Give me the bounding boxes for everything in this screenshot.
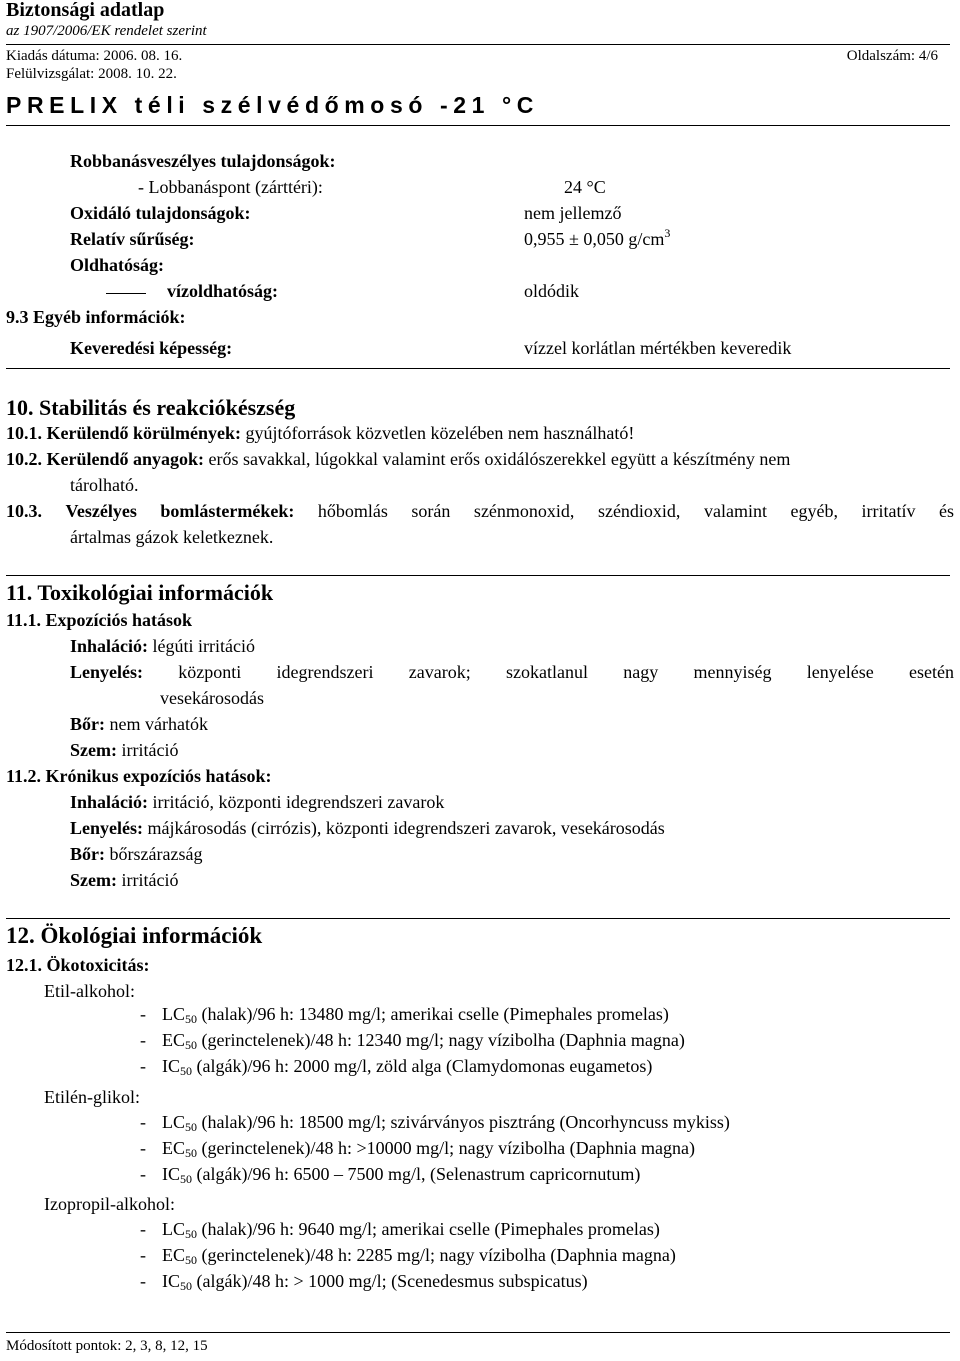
skin-row — [70, 714, 208, 735]
water-solubility-value: oldódik — [524, 281, 580, 301]
modified-points: Módosított pontok: 2, 3, 8, 12, 15 — [6, 1338, 208, 1354]
chronic-inhalation-label: Inhaláció: — [70, 792, 149, 812]
eye-label: Szem: — [70, 740, 117, 760]
toxicity-item — [140, 1112, 730, 1133]
section-10-2 — [6, 449, 790, 470]
chronic-skin-text: bőrszárazság — [109, 844, 203, 864]
toxicity-measure: EC — [162, 1138, 186, 1158]
list-dash: - — [140, 1245, 146, 1265]
section-10-2-number: 10.2. — [6, 449, 42, 469]
toxicity-text: (algák)/96 h: 2000 mg/l, zöld alga (Clamydomonas eugametos) — [192, 1056, 653, 1076]
issue-date: Kiadás dátuma: 2006. 08. 16. — [6, 48, 183, 64]
toxicity-item — [140, 1056, 652, 1077]
section-11-title: 11. Toxikológiai információk — [6, 580, 274, 605]
list-dash: - — [140, 1164, 146, 1184]
ingestion-row — [70, 662, 954, 683]
revision-date: Felülvizsgálat: 2008. 10. 22. — [6, 66, 177, 82]
density-number: 0,955 ± 0,050 g/cm — [524, 229, 665, 249]
list-dash: - — [140, 1030, 146, 1050]
toxicity-subscript: 50 — [185, 1038, 198, 1052]
density-value — [524, 226, 671, 250]
page-number: Oldalszám: 4/6 — [846, 48, 938, 64]
toxicity-measure: LC — [162, 1112, 186, 1132]
list-dash: - — [140, 1138, 146, 1158]
toxicity-item — [140, 1138, 695, 1159]
toxicity-measure: IC — [162, 1271, 180, 1291]
product-name: PRELIX téli szélvédőmosó -21 °C — [6, 92, 540, 118]
chronic-ingestion-row — [70, 818, 665, 839]
toxicity-measure: IC — [162, 1056, 180, 1076]
toxicity-item — [140, 1245, 676, 1266]
section-10-title: 10. Stabilitás és reakciókészség — [6, 395, 296, 420]
substance-name: Izopropil-alkohol: — [44, 1194, 175, 1214]
header-bottom-divider — [6, 125, 950, 126]
water-solubility-label: vízoldhatóság: — [167, 281, 279, 301]
chronic-inhalation-row — [70, 792, 444, 813]
chronic-skin-row — [70, 844, 202, 865]
explosive-label: Robbanásveszélyes tulajdonságok: — [70, 151, 336, 171]
toxicity-measure: IC — [162, 1164, 180, 1184]
toxicity-subscript: 50 — [185, 1227, 198, 1241]
section-10-2-label: Kerülendő anyagok: — [46, 449, 205, 469]
document-title: Biztonsági adatlap — [6, 0, 165, 21]
oxidizing-value: nem jellemző — [524, 203, 622, 223]
section-10-2-text: erős savakkal, lúgokkal valamint erős oxidálószerekkel együtt a készítmény nem — [208, 449, 791, 469]
section-10-2-text-cont: tárolható. — [70, 475, 139, 495]
chronic-inhalation-text: irritáció, központi idegrendszeri zavarok — [152, 792, 445, 812]
oxidizing-label: Oxidáló tulajdonságok: — [70, 203, 251, 223]
inhalation-row — [70, 636, 255, 657]
ingestion-text-cont: vesekárosodás — [160, 688, 264, 708]
toxicity-text: (algák)/48 h: > 1000 mg/l; (Scenedesmus subspicatus) — [192, 1271, 588, 1291]
toxicity-measure: EC — [162, 1245, 186, 1265]
section-divider-10 — [6, 575, 950, 576]
toxicity-text: (gerinctelenek)/48 h: 12340 mg/l; nagy vízibolha (Daphnia magna) — [197, 1030, 685, 1050]
density-unit-exponent: 3 — [664, 226, 671, 240]
list-dash: - — [140, 1219, 146, 1239]
section-11-1-title: 11.1. Expozíciós hatások — [6, 610, 193, 630]
substance-name: Etil-alkohol: — [44, 981, 135, 1001]
inhalation-label: Inhaláció: — [70, 636, 149, 656]
toxicity-subscript: 50 — [185, 1146, 198, 1160]
chronic-ingestion-label: Lenyelés: — [70, 818, 143, 838]
toxicity-subscript: 50 — [180, 1064, 192, 1078]
toxicity-subscript: 50 — [180, 1172, 192, 1186]
toxicity-item — [140, 1164, 640, 1185]
toxicity-subscript: 50 — [185, 1120, 198, 1134]
section-divider-11 — [6, 918, 950, 919]
skin-text: nem várhatók — [109, 714, 208, 734]
section-12-title: 12. Ökológiai információk — [6, 923, 263, 948]
toxicity-text: (halak)/96 h: 9640 mg/l; amerikai cselle (Pimephales promelas) — [197, 1219, 660, 1239]
toxicity-measure: LC — [162, 1219, 186, 1239]
ingestion-text: központi idegrendszeri zavarok; szokatlanul nagy mennyiség lenyelése esetén — [178, 662, 955, 682]
list-dash: - — [140, 1271, 146, 1291]
toxicity-item — [140, 1271, 588, 1292]
section-10-3 — [6, 501, 954, 522]
toxicity-item — [140, 1004, 669, 1025]
toxicity-text: (algák)/96 h: 6500 – 7500 mg/l, (Selenastrum capricornutum) — [192, 1164, 641, 1184]
toxicity-text: (halak)/96 h: 18500 mg/l; szivárványos pisztráng (Oncorhyncuss mykiss) — [197, 1112, 730, 1132]
inhalation-text: légúti irritáció — [152, 636, 255, 656]
section-10-1-number: 10.1. — [6, 423, 42, 443]
section-11-2-title: 11.2. Krónikus expozíciós hatások: — [6, 766, 272, 786]
flash-point-label: - Lobbanáspont (zárttéri): — [138, 177, 323, 197]
toxicity-subscript: 50 — [180, 1279, 192, 1293]
toxicity-measure: EC — [162, 1030, 186, 1050]
solubility-dash — [106, 293, 146, 294]
toxicity-subscript: 50 — [185, 1253, 198, 1267]
list-dash: - — [140, 1004, 146, 1024]
miscibility-value: vízzel korlátlan mértékben keveredik — [524, 338, 792, 358]
toxicity-item — [140, 1030, 685, 1051]
eye-row — [70, 740, 178, 761]
chronic-ingestion-text: májkárosodás (cirrózis), központi idegrendszeri zavarok, vesekárosodás — [147, 818, 665, 838]
section-10-1 — [6, 423, 634, 444]
toxicity-measure: LC — [162, 1004, 186, 1024]
toxicity-text: (halak)/96 h: 13480 mg/l; amerikai cselle (Pimephales promelas) — [197, 1004, 669, 1024]
toxicity-text: (gerinctelenek)/48 h: >10000 mg/l; nagy vízibolha (Daphnia magna) — [197, 1138, 696, 1158]
eye-text: irritáció — [121, 740, 179, 760]
section-12-1-title: 12.1. Ökotoxicitás: — [6, 955, 150, 975]
toxicity-text: (gerinctelenek)/48 h: 2285 mg/l; nagy vízibolha (Daphnia magna) — [197, 1245, 676, 1265]
substance-name: Etilén-glikol: — [44, 1087, 140, 1107]
section-10-1-label: Kerülendő körülmények: — [46, 423, 242, 443]
chronic-eye-text: irritáció — [121, 870, 179, 890]
chronic-eye-row — [70, 870, 178, 891]
section-10-3-text-cont: ártalmas gázok keletkeznek. — [70, 527, 274, 547]
chronic-skin-label: Bőr: — [70, 844, 105, 864]
other-info-heading: 9.3 Egyéb információk: — [6, 307, 186, 327]
header-divider — [6, 44, 950, 45]
document-subtitle: az 1907/2006/EK rendelet szerint — [6, 23, 207, 39]
section-10-1-text: gyújtóforrások közvetlen közelében nem használható! — [245, 423, 635, 443]
chronic-eye-label: Szem: — [70, 870, 117, 890]
ingestion-label: Lenyelés: — [70, 662, 143, 682]
section-10-3-text: hőbomlás során szénmonoxid, széndioxid, valamint egyéb, irritatív és — [317, 501, 954, 521]
list-dash: - — [140, 1056, 146, 1076]
skin-label: Bőr: — [70, 714, 105, 734]
section-10-3-number: 10.3. — [6, 501, 42, 521]
toxicity-item — [140, 1219, 660, 1240]
solubility-label: Oldhatóság: — [70, 255, 165, 275]
flash-point-value: 24 °C — [564, 177, 606, 197]
miscibility-label: Keveredési képesség: — [70, 338, 233, 358]
list-dash: - — [140, 1112, 146, 1132]
toxicity-subscript: 50 — [185, 1012, 198, 1026]
footer-divider — [6, 1332, 950, 1333]
density-label: Relatív sűrűség: — [70, 229, 195, 249]
section-divider-9 — [6, 368, 950, 369]
section-10-3-label: Veszélyes bomlástermékek: — [65, 501, 295, 521]
